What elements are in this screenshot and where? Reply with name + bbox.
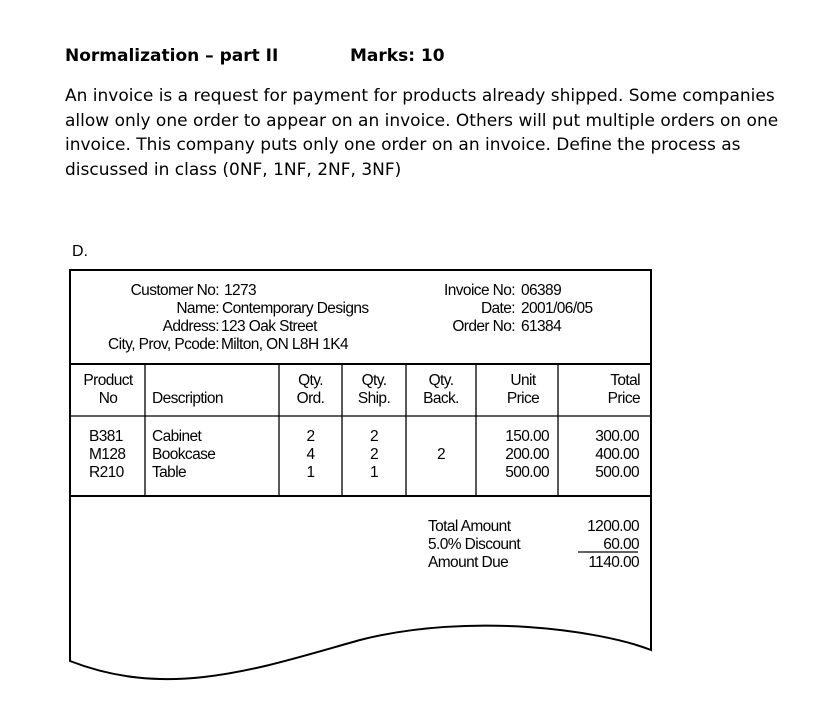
customer-name-value: Contemporary Designs (222, 300, 369, 317)
col-header-qty-back-line2: Back. (423, 390, 459, 407)
row-2-qty-back: 2 (436, 446, 446, 463)
row-3-product: R210 (89, 464, 124, 481)
order-no-value: 61384 (521, 318, 562, 335)
col-header-qty-ship-line2: Ship. (357, 390, 391, 407)
invoice-date-label: Date: (480, 300, 515, 317)
row-1-qty-ord: 2 (306, 428, 315, 445)
row-3-description: Table (152, 464, 187, 481)
col-header-qty-ord-line1: Qty. (298, 372, 323, 389)
col-header-product-line2: No (98, 390, 118, 407)
customer-address-label: Address: (162, 318, 219, 335)
col-header-description: Description (152, 390, 223, 407)
total-amount-label: Total Amount (428, 518, 511, 535)
customer-no-label: Customer No: (130, 282, 219, 299)
row-3-total-price: 500.00 (595, 464, 639, 481)
row-1-product: B381 (89, 428, 123, 445)
row-2-qty-ord: 4 (306, 446, 315, 463)
page-title: Normalization – part II (65, 46, 279, 66)
customer-no-value: 1273 (224, 282, 257, 299)
invoice-no-label: Invoice No: (444, 282, 515, 299)
customer-name-label: Name: (176, 300, 219, 317)
col-header-qty-ship-line1: Qty. (361, 372, 387, 389)
col-header-qty-back-line1: Qty. (428, 372, 454, 389)
row-2-description: Bookcase (152, 446, 216, 463)
total-amount-value: 1200.00 (587, 518, 639, 535)
col-header-unit-price-line1: Unit (510, 372, 536, 389)
row-1-total-price: 300.00 (595, 428, 639, 445)
col-header-product-line1: Product (83, 372, 133, 389)
amount-due-label: Amount Due (428, 554, 509, 571)
col-header-total-price-line2: Price (607, 390, 640, 407)
row-2-qty-ship: 2 (369, 446, 379, 463)
row-2-unit-price: 200.00 (505, 446, 549, 463)
row-2-product: M128 (89, 446, 126, 463)
customer-city-value: Milton, ON L8H 1K4 (221, 336, 349, 353)
intro-paragraph: An invoice is a request for payment for products already shipped. Some companies allow only one order to appear on an invoice. Others will put multiple orders on one invoice. This company puts only one order on an invoice. Define the process as discussed in class (0NF, 1NF, 2NF, 3NF) (65, 86, 779, 180)
row-3-qty-ship: 1 (369, 464, 379, 481)
col-header-total-price-line1: Total (610, 372, 640, 389)
customer-city-label: City, Prov, Pcode: (108, 336, 219, 353)
invoice-no-value: 06389 (521, 282, 562, 299)
col-header-unit-price-line2: Price (506, 390, 540, 407)
amount-due-value: 1140.00 (588, 554, 639, 571)
customer-address-value: 123 Oak Street (221, 318, 317, 335)
row-1-description: Cabinet (152, 428, 202, 445)
discount-label: 5.0% Discount (428, 536, 521, 553)
row-1-qty-ship: 2 (369, 428, 379, 445)
row-3-unit-price: 500.00 (505, 464, 549, 481)
row-3-qty-ord: 1 (306, 464, 315, 481)
row-1-unit-price: 150.00 (505, 428, 549, 445)
row-2-total-price: 400.00 (595, 446, 639, 463)
discount-value: 60.00 (603, 536, 639, 553)
question-label: D. (72, 243, 88, 260)
marks-label: Marks: 10 (350, 46, 445, 66)
col-header-qty-ord-line2: Ord. (296, 390, 325, 407)
order-no-label: Order No: (452, 318, 515, 335)
invoice-date-value: 2001/06/05 (521, 300, 593, 317)
